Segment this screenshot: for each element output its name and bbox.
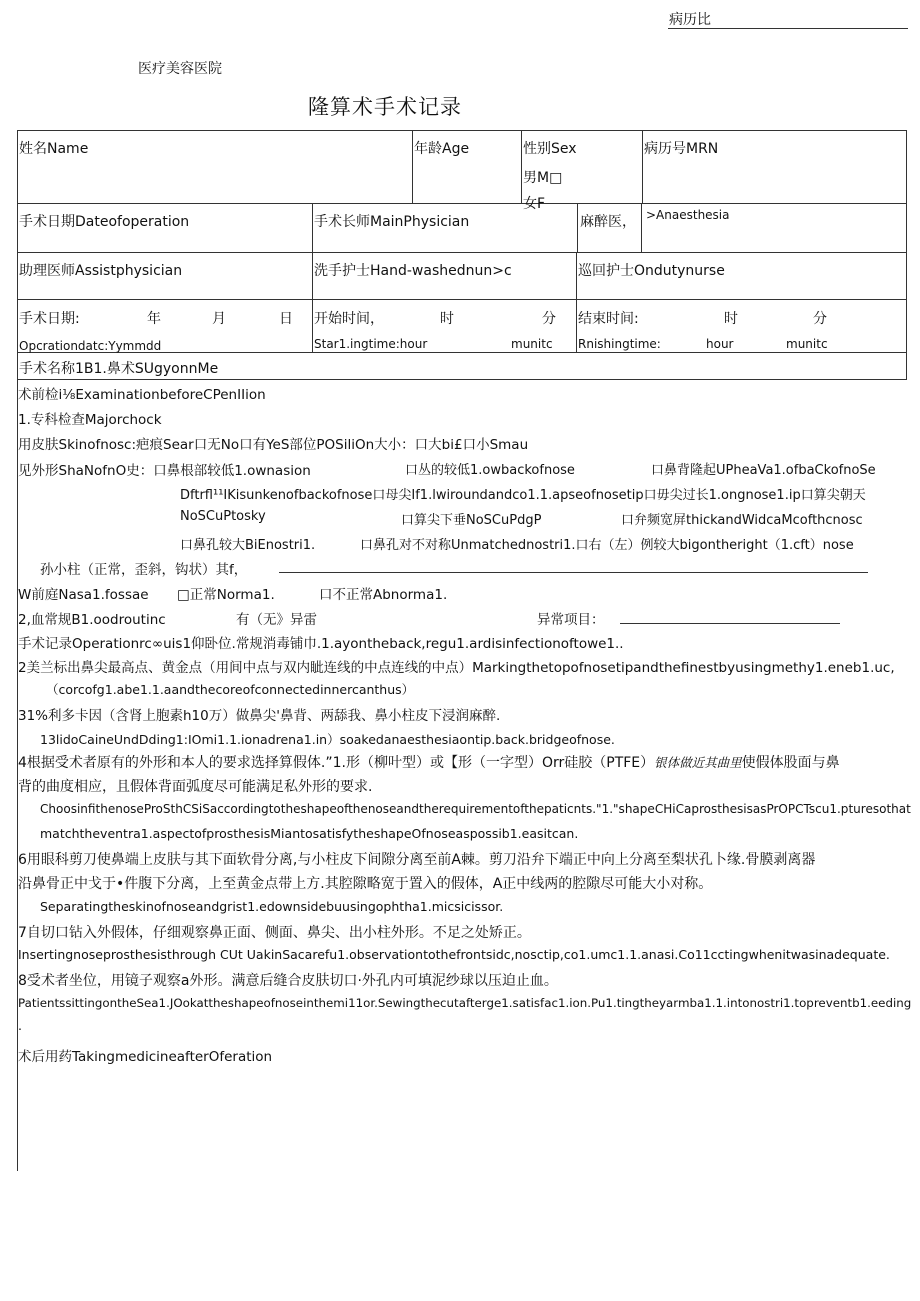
record-step-6-en: Separatingtheskinofnoseandgrist1.edownsidebuusingophtha1.micsicissor.	[40, 899, 504, 914]
shape-exam-upturned: NoSCuPtosky	[180, 509, 266, 524]
col-divider	[412, 130, 413, 203]
age-field-label: 年龄Age	[414, 141, 470, 157]
record-step-6-cont: 沿鼻骨正中戈于•件腹下分离，上至黄金点带上方.其腔隙略宽于置入的假体，A正中线两的腔隙尽可能大小对称。	[18, 876, 713, 892]
skin-exam-line: 用皮肤Skinofnosc:疤痕Sear口无No口有YeS部位POSiliOn大小：口大bi£口小Smau	[18, 437, 529, 453]
year-unit: 年	[147, 311, 161, 327]
record-step-4-italic: 银体做近其曲里	[654, 755, 742, 770]
month-unit: 月	[212, 311, 226, 327]
row-divider	[17, 299, 907, 300]
columella-line: 孙小柱（正常，歪斜，钩状）其f，	[40, 562, 248, 578]
start-minute-en: munitc	[511, 337, 553, 351]
col-divider	[641, 203, 642, 252]
table-right-border	[906, 130, 907, 380]
surgery-date-en: Opcrationdatc:Yymmdd	[19, 339, 162, 353]
col-divider	[312, 203, 313, 252]
record-step-8-en-end: .	[18, 1018, 22, 1033]
shape-exam-tip-line: Dftrfl¹¹IKisunkenofbackofnose口母尖If1.lwiroundandco1.1.apseofnosetip口毋尖过长1.ongnose1.ip口算尖朝天	[180, 488, 866, 503]
sex-male-checkbox[interactable]: 男M□	[523, 170, 563, 186]
surgery-name-label: 手术名称1B1.鼻术SUgyonnMe	[19, 361, 219, 377]
assistant-physician-label: 助理医师Assistphysician	[19, 263, 183, 279]
record-step-7: 7自切口钻入外假体，仔细观察鼻正面、侧面、鼻尖、出小柱外形。不足之处矫正。	[18, 925, 531, 941]
blood-routine-label: 2,血常规B1.oodroutinc	[18, 612, 166, 628]
sex-female-clip	[523, 190, 633, 212]
sex-female-checkbox[interactable]: 女F	[523, 196, 546, 212]
shape-exam-low-nasion: 见外形ShaNofnO史：口鼻根部较低1.ownasion	[18, 463, 311, 479]
shape-exam-low-back: 口丛的较低1.owbackofnose	[405, 463, 575, 478]
row-divider	[17, 203, 907, 204]
start-time-en: Star1.ingtime:hour	[314, 337, 428, 351]
name-field-label: 姓名Name	[19, 141, 89, 157]
postop-medication-label: 术后用药TakingmedicineafterOferation	[18, 1049, 273, 1065]
circulating-nurse-label: 巡回护士Ondutynurse	[578, 263, 725, 279]
hospital-name: 医疗美容医院	[138, 61, 222, 77]
anaesthetist-label-en: >Anaesthesia	[646, 208, 730, 222]
shape-exam-drooping: 口算尖下垂NoSCuPdgP	[401, 513, 542, 528]
surgery-record-line: 手术记录Operationrc∞uis1仰卧位.常规消毒铺巾.1.ayontheback,regu1.ardisinfectionoftowe1..	[18, 636, 624, 652]
record-number-label: 病历比	[669, 12, 711, 28]
record-step-4-en: ChoosinfithenoseProSthCSiSaccordingtotheshapeofthenoseandtherequirementofthepaticnts."1."shapeCHiCaprosthesisasPrOPCTscu1.pturesothat	[40, 802, 911, 816]
abnormal-items-label: 异常项目：	[537, 612, 605, 628]
col-divider	[521, 130, 522, 203]
columella-blank	[279, 572, 868, 573]
abnormal-items-blank	[620, 623, 840, 624]
mrn-field-label: 病历号MRN	[644, 141, 719, 157]
shape-exam-wide: 口弁频宽屏thickandWidcaMcofthcnosc	[621, 513, 863, 528]
anaesthetist-label-cn: 麻醉医，	[580, 214, 636, 230]
record-step-3: 31%利多卡因（含肾上胞素h10万）做鼻尖'鼻背、两舔我、鼻小柱皮下浸润麻醉.	[18, 708, 501, 724]
col-divider	[576, 252, 577, 352]
start-time-label: 开始时间，	[314, 311, 384, 327]
row-divider	[17, 379, 907, 380]
record-step-8: 8受术者坐位，用镜子观察a外形。满意后缝合皮肤切口·外孔内可填泥纱球以压迫止血。	[18, 973, 558, 989]
record-step-4	[18, 752, 840, 772]
col-divider	[642, 130, 643, 203]
record-step-4-cont: 背的曲度相应，且假体背面弧度尽可能满足私外形的要求.	[18, 779, 373, 795]
document-title: 隆算术手术记录	[308, 95, 462, 119]
record-step-2: 2美兰标出鼻尖最高点、黄金点（用间中点与双内眦连线的中点连线的中点）Markingthetopofnosetipandthefinestbyusingmethy1.eneb1.uc,	[18, 660, 895, 676]
preop-exam-heading: 术前检i⅛ExaminationbeforeCPenIIion	[18, 387, 266, 403]
end-time-en: Rnishingtime:	[578, 337, 661, 351]
start-minute-unit: 分	[542, 311, 556, 327]
shape-exam-asym-nostril: 口鼻孔对不对称Unmatchednostri1.口右（左）例较大bigontheright（1.cft）nose	[360, 538, 854, 553]
main-physician-label: 手术长师MainPhysician	[314, 214, 470, 230]
record-step-4-en-cont: matchtheventra1.aspectofprosthesisMiantosatisfytheshapeOfnoseaspossib1.easitcan.	[40, 826, 579, 841]
end-minute-unit: 分	[813, 311, 827, 327]
shape-exam-hump: 口鼻背隆起UPheaVa1.ofbaCkofnoSe	[651, 463, 876, 478]
scrub-nurse-label: 洗手护士Hand-washednun>c	[314, 263, 512, 279]
record-step-6: 6用眼科剪刀使鼻端上皮肤与其下面软骨分离,与小柱皮下间隙分离至前A棘。剪刀沿弁下端正中向上分离至梨状孔卜缘.骨膜剥离器	[18, 852, 816, 868]
surgery-date-label: 手术日期:	[19, 311, 80, 327]
specialty-exam-heading: 1.专科检查Majorchock	[18, 412, 162, 428]
vestibule-normal: □正常Norma1.	[177, 587, 275, 603]
record-step-8-en: PatientssittingontheSea1.JOokattheshapeofnoseinthemi11or.Sewingthecutafterge1.satisfac1.ion.Pu1.tingtheyarmba1.1.intonostri1.topreventb1.eeding	[18, 996, 912, 1010]
operation-date-label: 手术日期Dateofoperation	[19, 214, 190, 230]
vestibule-label: W前庭Nasa1.fossae	[18, 587, 149, 603]
record-step-3-en: 13lidoCaineUndDding1:IOmi1.1.ionadrena1.in）soakedanaesthesiaontip.back.bridgeofnose.	[40, 732, 615, 747]
blood-routine-result: 有（无》异雷	[236, 612, 317, 628]
shape-exam-big-nostril: 口鼻孔较大BiEnostri1.	[180, 538, 316, 553]
day-unit: 日	[279, 311, 293, 327]
end-time-label: 结束时间:	[578, 311, 639, 327]
col-divider	[577, 203, 578, 252]
record-step-7-en: Insertingnoseprosthesisthrough CUt UakinSacarefu1.observationtothefrontsidc,nosctip,co1.umc1.1.anasi.Co11cctingwhenitwasinadequate.	[18, 947, 890, 962]
record-step-2-cont: （corcofg1.abe1.1.aandthecoreofconnectedinnercanthus）	[46, 682, 415, 697]
table-top-border	[17, 130, 907, 131]
end-hour-unit: 时	[724, 311, 738, 327]
end-hour-en: hour	[706, 337, 734, 351]
end-minute-en: munitc	[786, 337, 828, 351]
vestibule-abnormal: 口不正常Abnorma1.	[319, 587, 448, 603]
row-divider	[17, 252, 907, 253]
record-number-underline	[668, 28, 908, 29]
record-step-4-text: 4根据受术者原有的外形和本人的要求选择算假体.”1.形（柳叶型）或【形（一字型）Orr硅胶（PTFE）	[18, 755, 655, 771]
start-hour-unit: 时	[440, 311, 454, 327]
col-divider	[312, 252, 313, 352]
record-step-4-end: 使假体股面与鼻	[741, 755, 840, 771]
sex-field-label: 性别Sex	[523, 141, 577, 157]
